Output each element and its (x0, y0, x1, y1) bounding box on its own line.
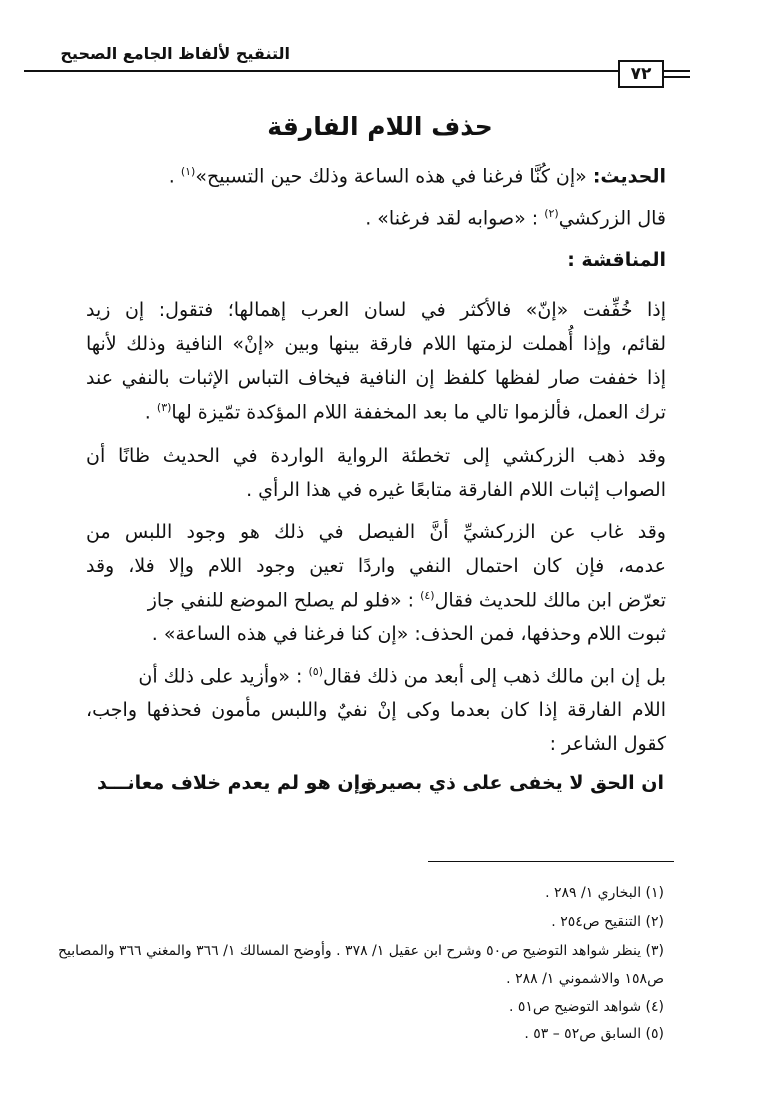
footnote: (٥) السابق ص٥٢ – ٥٣ . (524, 1026, 664, 1042)
footnote: (٢) التنقيح ص٢٥٤ . (551, 914, 664, 930)
paragraph-line: لقائم، وإذا أُهملت لزمتها اللام فارقة بينها وبين «إنْ» النافية وذلك لأنها (86, 333, 666, 355)
footnote-ref-4: (٤) (420, 589, 435, 602)
page-number: ٧٢ (618, 60, 664, 88)
footnote: (٣) ينظر شواهد التوضيح ص٥٠ وشرح ابن عقيل ١/ ٣٧٨ . وأوضح المسالك ١/ ٣٦٦ والمغني ٣٦٦ والمصابيح (57, 943, 664, 959)
paragraph-line (138, 665, 666, 687)
footnote-ref-2: (٢) (544, 207, 559, 220)
section-title: حذف اللام الفارقة (267, 112, 493, 141)
paragraph-line: الصواب إثبات اللام الفارقة متابعًا غيره في هذا الرأي . (246, 479, 666, 501)
zarkashi-label: قال الزركشي (558, 207, 666, 230)
footnote-ref-1: (١) (180, 165, 196, 178)
paragraph-line: إذا خُفِّفت «إنّ» فالأكثر في لسان العرب إهمالها؛ فتقول: إن زيد (86, 299, 666, 321)
paragraph-line: وقد ذهب الزركشي إلى تخطئة الرواية الواردة في الحديث ظانًا أن (86, 445, 666, 467)
page-number-rule-lower (664, 76, 690, 78)
running-header-title: التنقيح لألفاظ الجامع الصحيح (60, 44, 290, 63)
header-rule (24, 70, 650, 72)
paragraph-text: : «وأزيد على ذلك أن (138, 665, 303, 688)
footnote-ref-5: (٥) (308, 665, 323, 678)
paragraph-line: ترك العمل، فألزموا تالي ما بعد المخففة اللام المؤكدة تمّيزة لها$^{(٣)}$ . (144, 401, 666, 424)
paragraph-text: ترك العمل، فألزموا تالي ما بعد المخففة اللام المؤكدة تمّيزة لها (171, 401, 666, 424)
hadith-text: «إن كُنَّا فرغنا في هذه الساعة وذلك حين التسبيح» (195, 165, 587, 188)
paragraph-line: إذا خففت صار لفظها كلفظ إن النافية فيخاف التباس الإثبات بالنفي عند (86, 367, 666, 389)
discussion-heading: المناقشة : (567, 249, 666, 271)
footnote: ص١٥٨ والاشموني ١/ ٢٨٨ . (506, 971, 664, 987)
paragraph-text: تعرّض ابن مالك للحديث فقال (434, 589, 666, 612)
footnote-ref-3: (٣) (156, 401, 172, 414)
paragraph-line: وقد غاب عن الزركشيِّ أنَّ الفيصل في ذلك هو وجود اللبس من (86, 521, 666, 543)
page-number-rule (664, 70, 690, 72)
paragraph-line (148, 589, 666, 611)
paragraph-text: : «فلو لم يصلح الموضع للنفي جاز (147, 589, 415, 612)
footnote-separator (428, 861, 674, 862)
paragraph-line: عدمه، فإن كان احتمال النفي واردًا تعين وجود اللام وإلا فلا، وقد (86, 555, 666, 577)
verse-first-hemistich: ان الحق لا يخفى على ذي بصيرة (365, 772, 664, 794)
paragraph-line: اللام الفارقة إذا كان بعدما وكى إنْ نفيٌ واللبس مأمون فحذفها واجب، (86, 699, 666, 721)
paragraph-text: بل إن ابن مالك ذهب إلى أبعد من ذلك فقال (322, 665, 666, 688)
verse-second-hemistich: وإن هو لم يعدم خلاف معانـــد (97, 772, 372, 794)
paragraph-line: كقول الشاعر : (549, 733, 666, 755)
paragraph-line: ثبوت اللام وحذفها، فمن الحذف: «إن كنا فرغنا في هذه الساعة» . (151, 623, 666, 645)
hadith-label: الحديث: (592, 165, 666, 188)
zarkashi-text: : «صوابه لقد فرغنا» . (365, 207, 539, 230)
footnote: (٤) شواهد التوضيح ص٥١ . (508, 999, 664, 1015)
zarkashi-line (365, 207, 666, 229)
hadith-line: الحديث: «إن كُنَّا فرغنا في هذه الساعة وذلك حين التسبيح»$^{(١)}$ . (168, 165, 666, 188)
footnote: (١) البخاري ١/ ٢٨٩ . (545, 885, 664, 901)
